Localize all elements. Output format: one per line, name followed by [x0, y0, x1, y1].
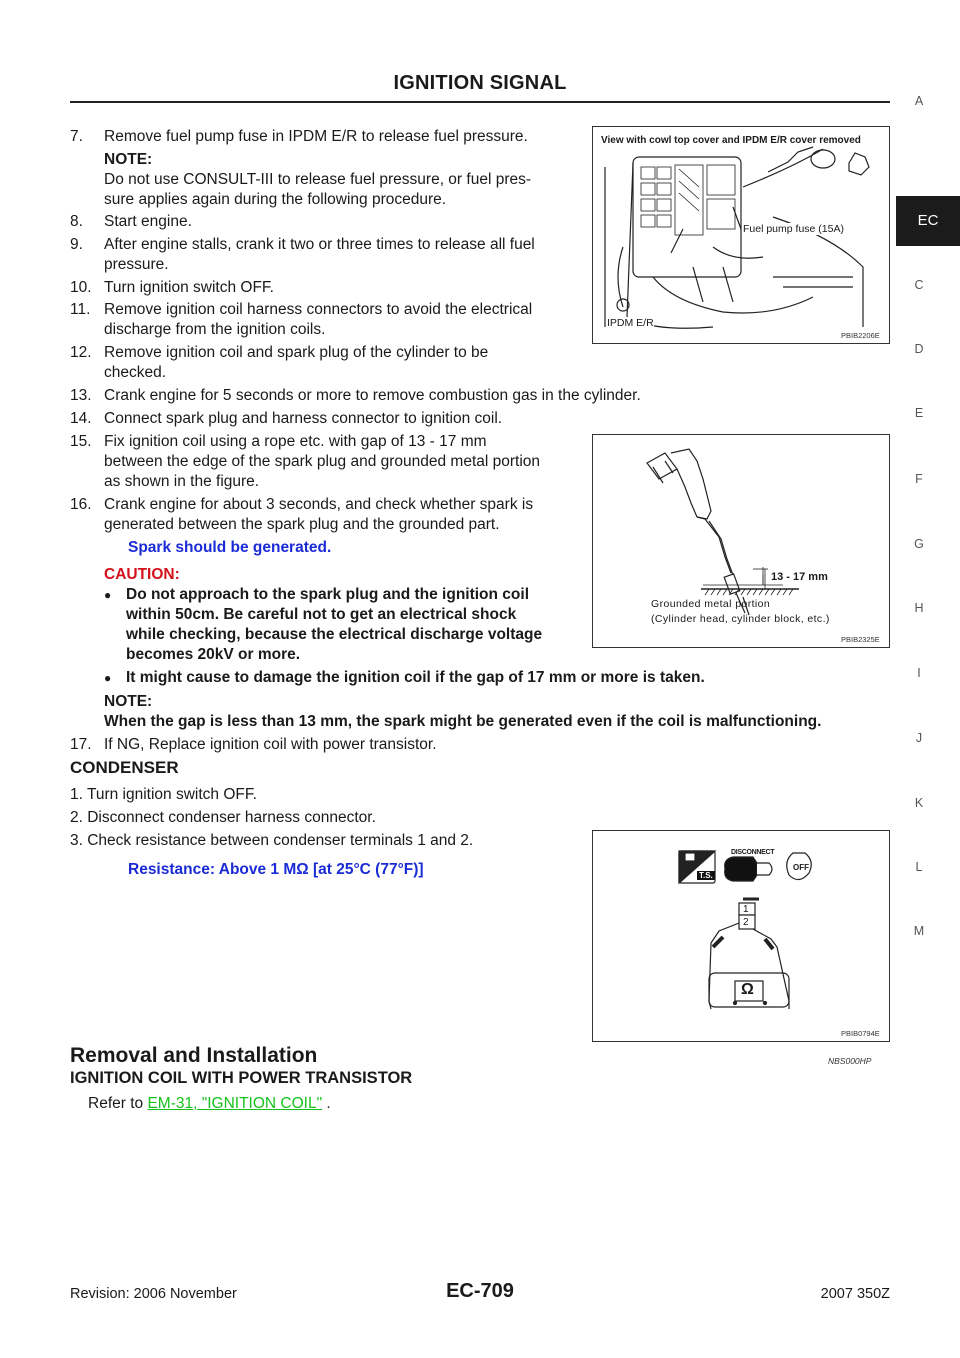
index-j[interactable]: J: [915, 731, 923, 745]
label-disconnect: DISCONNECT: [731, 849, 775, 856]
step-16-cont: generated between the spark plug and the grounded part.: [104, 516, 500, 533]
index-d[interactable]: D: [914, 342, 924, 356]
spec-resistance: Resistance: Above 1 MΩ [at 25°C (77°F)]: [128, 861, 424, 878]
ipdm-illustration: [593, 127, 889, 343]
figure-ipdm-fuse: [592, 126, 890, 344]
terminal-2: 2: [743, 917, 749, 928]
condenser-step-1: 1. Turn ignition switch OFF.: [70, 786, 257, 803]
figure-spark-gap: [592, 434, 890, 648]
index-l[interactable]: L: [915, 860, 923, 874]
caution-line-2: within 50cm. Be careful not to get an electrical shock: [126, 606, 517, 623]
condenser-step-2: 2. Disconnect condenser harness connector.: [70, 809, 376, 826]
ohmmeter-illustration: [593, 831, 889, 1041]
index-a[interactable]: A: [914, 94, 924, 108]
step-15-cont-2: as shown in the figure.: [104, 473, 260, 490]
index-e[interactable]: E: [914, 406, 924, 420]
bullet-icon: ●: [104, 588, 112, 602]
note-label: NOTE:: [104, 151, 153, 168]
caution-line-4: becomes 20kV or more.: [126, 646, 301, 663]
caution-label: CAUTION:: [104, 566, 180, 583]
index-ec-active[interactable]: EC: [896, 196, 960, 246]
note-line-2: sure applies again during the following procedure.: [104, 191, 447, 208]
label-ground-2: (Cylinder head, cylinder block, etc.): [651, 613, 830, 625]
caution-line-3: while checking, because the electrical discharge voltage: [126, 626, 543, 643]
label-gap: 13 - 17 mm: [771, 571, 828, 583]
condenser-step-3: 3. Check resistance between condenser terminals 1 and 2.: [70, 832, 474, 849]
page-title: IGNITION SIGNAL: [393, 72, 567, 94]
note2-text: When the gap is less than 13 mm, the spark might be generated even if the coil is malfunctioning.: [104, 713, 822, 730]
ohm-icon: Ω: [741, 981, 754, 998]
footer-revision: Revision: 2006 November: [70, 1286, 237, 1302]
index-m[interactable]: M: [913, 924, 925, 938]
ignition-coil-link[interactable]: EM-31, "IGNITION COIL": [147, 1095, 323, 1112]
header-rule: [70, 101, 890, 103]
step-11-cont: discharge from the ignition coils.: [104, 321, 326, 338]
step-15-cont-1: between the edge of the spark plug and grounded metal portion: [104, 453, 541, 470]
spec-spark: Spark should be generated.: [128, 539, 332, 556]
index-g[interactable]: G: [914, 537, 924, 551]
refer-line: Refer to EM-31, "IGNITION COIL" .: [88, 1095, 331, 1112]
terminal-1: 1: [743, 904, 749, 915]
step-12-cont: checked.: [104, 364, 167, 381]
index-f[interactable]: F: [915, 472, 923, 486]
index-k[interactable]: K: [914, 796, 924, 810]
figure-1-caption: View with cowl top cover and IPDM E/R cover removed: [601, 135, 861, 146]
figure-3-code: PBIB0794E: [841, 1029, 880, 1038]
index-h[interactable]: H: [914, 601, 924, 615]
figure-1-code: PBIB2206E: [841, 331, 880, 340]
section-code: NBS000HP: [828, 1056, 872, 1066]
index-i[interactable]: I: [917, 666, 921, 680]
removal-subheading: IGNITION COIL WITH POWER TRANSISTOR: [70, 1069, 413, 1087]
footer-page-number: EC-709: [446, 1280, 514, 1302]
label-ipdm: IPDM E/R: [607, 317, 654, 329]
bullet-icon: ●: [104, 671, 112, 685]
label-ground-1: Grounded metal portion: [651, 598, 771, 610]
label-fuel-pump-fuse: Fuel pump fuse (15A): [743, 223, 844, 235]
step-9-cont: pressure.: [104, 256, 169, 273]
label-off: OFF: [793, 863, 809, 872]
removal-heading: Removal and Installation: [70, 1044, 318, 1067]
label-ts: T.S.: [699, 871, 713, 880]
note2-label: NOTE:: [104, 693, 153, 710]
figure-condenser-resistance: [592, 830, 890, 1042]
index-c[interactable]: C: [914, 278, 924, 292]
condenser-heading: CONDENSER: [70, 758, 179, 777]
footer-model: 2007 350Z: [820, 1286, 890, 1302]
note-line-1: Do not use CONSULT-III to release fuel pressure, or fuel pres-: [104, 171, 532, 188]
figure-2-code: PBIB2325E: [841, 635, 880, 644]
